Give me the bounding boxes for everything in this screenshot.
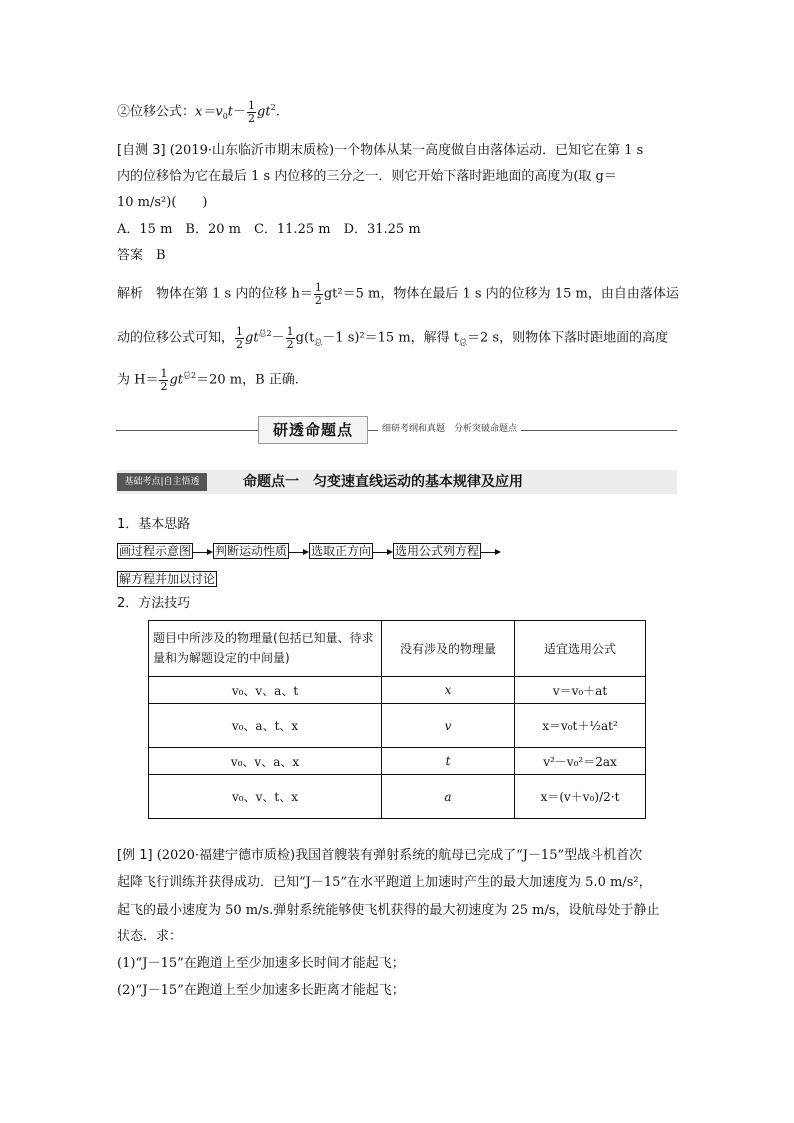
analysis-line-2: 动的位移公式可知， $\frac{1}{2}$ $gt^{总2}-$ $\frac{1}{2}$ $g(t_总-1$ s)²＝15 m，解得 $t_总=2$ s，则物体下落时距地面的高度 [117,325,669,351]
table-cell: v [382,704,515,748]
table-cell: t [382,748,515,775]
table-cell: x＝v₀t＋½at² [515,704,646,748]
self-test-line-2: 内的位移恰为它在最后 1 s 内位移的三分之一．则它开始下落时距地面的高度为(取 g＝ [117,169,617,184]
example-tag: [例 1] [117,848,153,863]
table-header-quantities: 题目中所涉及的物理量(包括已知量、待求量和为解题设定的中间量) [149,621,382,677]
table-cell: v₀、a、t、x [149,704,382,748]
table-cell: v²－v₀²＝2ax [515,748,646,775]
arrow-icon [289,547,309,557]
table-cell: v＝v₀＋at [515,677,646,704]
table-row [149,775,646,819]
self-test-options: A．15 m B．20 m C．11.25 m D．31.25 m [117,222,421,237]
table-cell: a [382,775,515,819]
topic-badge: 基础考点|自主悟透 [117,473,207,491]
example-line-3: 起飞的最小速度为 50 m/s.弹射系统能够使飞机获得的最大初速度为 25 m/s，设航母处于静止 [117,903,660,918]
topic-title: 命题点一 匀变速直线运动的基本规律及应用 [243,474,523,490]
flow-step-1: 画过程示意图 [119,544,192,558]
table-cell: v₀、v、a、x [149,748,382,775]
self-test-line-1: [自测 3] (2019·山东临沂市期末质检)一个物体从某一高度做自由落体运动．已知它在第 1 s [117,143,644,158]
example-line-1: [例 1] (2020·福建宁德市质检)我国首艘装有弹射系统的航母已完成了“J－15”型战斗机首次 [117,848,643,863]
analysis-line-3: 为 H＝ $\frac{1}{2}$ $gt^{总2}=20$ m，B 正确. [117,367,299,393]
table-row [149,748,646,775]
table-cell: x [382,677,515,704]
question-2: (2)“J－15”在跑道上至少加速多长距离才能起飞； [117,983,405,998]
flow-row-1 [117,542,501,559]
flow-row-2 [117,570,217,587]
self-test-tag: [自测 3] [117,143,166,158]
flow-step-3: 选取正方向 [311,544,372,558]
example-line-4: 状态．求： [117,929,183,944]
table-header-missing: 没有涉及的物理量 [382,621,515,677]
table-cell: v₀、v、a、t [149,677,382,704]
arrow-icon [193,547,213,557]
analysis-line-1: 解析 物体在第 1 s 内的位移 h＝ $\frac{1}{2}$ gt²＝5 m，物体在最后 1 s 内的位移为 15 m，由自由落体运 [117,281,679,307]
table-row [149,677,646,704]
flow-step-2: 判断运动性质 [215,544,288,558]
table-row [149,704,646,748]
table-cell: v₀、v、t、x [149,775,382,819]
section-2-heading: 2．方法技巧 [117,596,191,611]
question-1: (1)“J－15”在跑道上至少加速多长时间才能起飞； [117,956,405,971]
method-table [148,620,646,819]
banner-subtitle: 细研考纲和真题 分析突破命题点 [378,424,521,435]
banner-rule-left [116,430,258,431]
example-line-2: 起降飞行训练并获得成功．已知“J－15”在水平跑道上加速时产生的最大加速度为 5.0 m/s²， [117,875,652,890]
section-1-heading: 1．基本思路 [117,517,191,532]
flow-step-4: 选用公式列方程 [395,544,480,558]
flow-step-5: 解方程并加以讨论 [119,572,216,586]
banner-title: 研透命题点 [258,416,368,444]
displacement-formula: ②位移公式：$x=v_0t-$ $\frac{1}{2}$ $gt^2$. [117,99,280,125]
table-header-formula: 适宜选用公式 [515,621,646,677]
arrow-icon [373,547,393,557]
arrow-icon [481,547,501,557]
self-test-answer: 答案 B [117,248,166,263]
self-test-line-3: 10 m/s²)( ) [117,195,208,210]
table-cell: x＝(v＋v₀)/2·t [515,775,646,819]
